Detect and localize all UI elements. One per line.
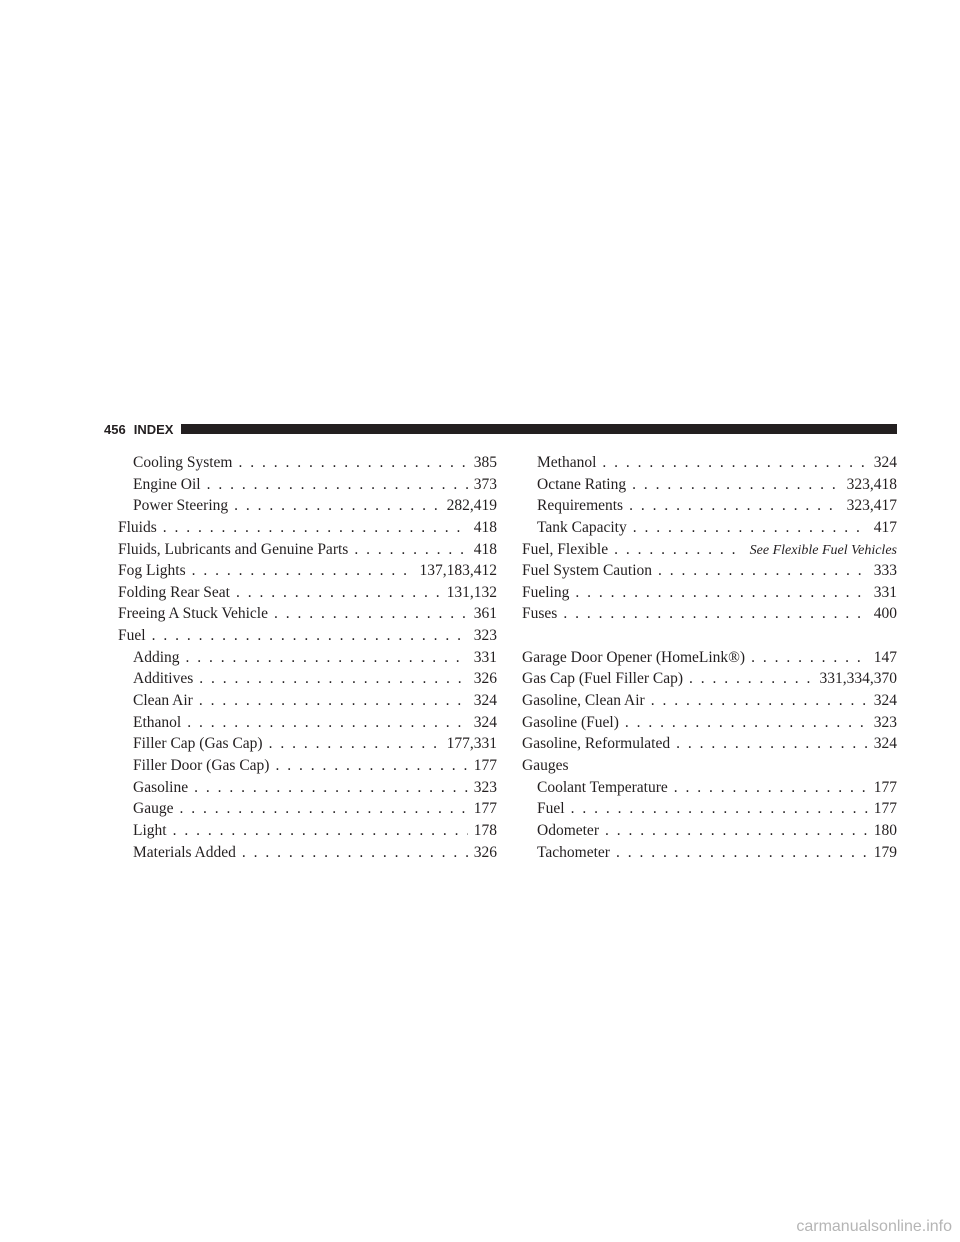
page-reference: 177,331 [446, 735, 497, 753]
dot-leader [605, 820, 868, 842]
index-entry [522, 733, 897, 755]
dot-leader [658, 560, 868, 582]
index-term: Gasoline [133, 778, 189, 796]
page-reference: 177 [473, 800, 497, 818]
header-rule [181, 424, 897, 434]
page-reference: 418 [473, 518, 497, 536]
page-reference: 324 [873, 692, 897, 710]
dot-leader [674, 777, 868, 799]
index-term: Cooling System [133, 454, 233, 471]
index-term: Clean Air [133, 692, 193, 710]
page-reference: 177 [873, 800, 897, 818]
page-reference: 400 [873, 605, 897, 623]
dot-leader [194, 777, 468, 799]
index-entry [118, 560, 497, 582]
dot-leader [676, 733, 868, 755]
index-term: Gasoline, Clean Air [522, 692, 645, 710]
page-reference: 178 [473, 821, 497, 839]
dot-leader [354, 539, 467, 561]
index-term: Fueling [522, 583, 570, 601]
page-reference: 323 [473, 778, 497, 796]
index-subentry [118, 820, 497, 842]
index-term: Light [133, 821, 167, 839]
page-reference: 147 [873, 648, 897, 666]
dot-leader [571, 798, 868, 820]
index-term: Fluids, Lubricants and Genuine Parts [118, 540, 349, 558]
index-subentry [522, 798, 897, 820]
dot-leader [242, 842, 468, 864]
index-term: Gasoline (Fuel) [522, 713, 619, 731]
dot-leader [274, 603, 468, 625]
index-entry [522, 668, 897, 690]
dot-leader [236, 582, 441, 604]
index-term: Additives [133, 670, 194, 688]
index-entry [522, 582, 897, 604]
page-reference: 331 [873, 583, 897, 601]
index-entry [522, 539, 897, 561]
dot-leader [186, 647, 468, 669]
index-subentry [118, 668, 497, 690]
page-reference: 324 [873, 454, 897, 471]
section-title: INDEX [133, 421, 174, 437]
index-subentry [522, 842, 897, 864]
page-reference: 323,417 [846, 497, 897, 515]
page-reference: 324 [473, 692, 497, 710]
index-term: Methanol [537, 454, 597, 471]
dot-leader [199, 668, 467, 690]
page-reference: 331,334,370 [819, 670, 897, 688]
index-term: Fuel [118, 627, 146, 645]
page-reference: 326 [473, 670, 497, 688]
index-term: Gauges [522, 756, 569, 774]
index-entry [118, 539, 497, 561]
dot-leader [625, 712, 868, 734]
dot-leader [173, 820, 468, 842]
page-reference: 177 [873, 778, 897, 796]
page-reference: 361 [473, 605, 497, 623]
index-subentry [522, 474, 897, 496]
dot-leader [575, 582, 867, 604]
index-subentry [522, 820, 897, 842]
watermark: carmanualsonline.info [796, 1218, 952, 1235]
index-term: Filler Door (Gas Cap) [133, 756, 270, 774]
index-column-right [522, 452, 897, 863]
index-term: Engine Oil [133, 475, 201, 493]
index-term: Fuel System Caution [522, 562, 653, 580]
index-entry [522, 647, 897, 669]
dot-leader [614, 539, 744, 561]
index-term: Folding Rear Seat [118, 583, 230, 601]
index-subentry [522, 495, 897, 517]
dot-leader [602, 452, 867, 474]
page-reference: 326 [473, 843, 497, 861]
page-header [104, 418, 897, 440]
page-reference: 418 [473, 540, 497, 558]
index-subentry [118, 777, 497, 799]
index-term: Garage Door Opener (HomeLink®) [522, 648, 746, 666]
dot-leader [633, 517, 868, 539]
dot-leader [651, 690, 868, 712]
page-reference: 324 [473, 713, 497, 731]
index-entry [118, 625, 497, 647]
dot-leader [234, 495, 440, 517]
index-entry [522, 755, 897, 777]
index-subentry [522, 452, 897, 474]
index-term: Fuel [537, 800, 565, 818]
index-entry [522, 712, 897, 734]
dot-leader [238, 452, 467, 474]
index-subentry [118, 755, 497, 777]
index-term: Gasoline, Reformulated [522, 735, 671, 753]
index-term: Requirements [537, 497, 624, 515]
dot-leader [689, 668, 813, 690]
index-term: Fog Lights [118, 562, 186, 580]
page-reference: See Flexible Fuel Vehicles [749, 542, 897, 558]
index-term: Tank Capacity [537, 518, 627, 536]
dot-leader [179, 798, 467, 820]
page-reference: 177 [473, 756, 497, 774]
index-term: Filler Cap (Gas Cap) [133, 735, 263, 753]
dot-leader [632, 474, 841, 496]
index-subentry [522, 517, 897, 539]
dot-leader [629, 495, 841, 517]
page-reference: 282,419 [446, 497, 497, 515]
index-term: Fluids [118, 518, 157, 536]
index-term: Gas Cap (Fuel Filler Cap) [522, 670, 684, 688]
page-reference: 373 [473, 475, 497, 493]
index-column-left [118, 452, 497, 863]
dot-leader [563, 603, 867, 625]
index-subentry [118, 842, 497, 864]
index-subentry [118, 495, 497, 517]
index-term: Octane Rating [537, 475, 627, 493]
dot-leader [207, 474, 468, 496]
page-reference: 323 [873, 713, 897, 731]
index-entry [118, 582, 497, 604]
dot-leader [152, 625, 468, 647]
index-term: Freeing A Stuck Vehicle [118, 605, 268, 623]
index-subentry [118, 452, 497, 474]
index-term: Power Steering [133, 497, 229, 515]
dot-leader [616, 842, 868, 864]
index-term: Ethanol [133, 713, 182, 731]
page-number: 456 [104, 421, 126, 437]
index-entry [522, 690, 897, 712]
index-term: Adding [133, 648, 180, 666]
dot-leader [187, 712, 468, 734]
index-entry [522, 560, 897, 582]
index-term: Tachometer [537, 843, 610, 861]
page-reference: 323,418 [846, 475, 897, 493]
index-subentry [118, 474, 497, 496]
dot-leader [269, 733, 441, 755]
index-entry [118, 603, 497, 625]
index-term: Fuel, Flexible [522, 540, 609, 558]
dot-leader [192, 560, 414, 582]
page-reference: 331 [473, 648, 497, 666]
index-subentry [118, 690, 497, 712]
index-term: Fuses [522, 605, 558, 623]
index-subentry [118, 733, 497, 755]
dot-leader [163, 517, 468, 539]
page-reference: 333 [873, 562, 897, 580]
page-reference: 417 [873, 518, 897, 536]
page-reference: 324 [873, 735, 897, 753]
index-entry [118, 517, 497, 539]
index-term: Odometer [537, 821, 599, 839]
index-spacer [522, 625, 897, 647]
dot-leader [275, 755, 467, 777]
dot-leader [751, 647, 868, 669]
index-term: Materials Added [133, 843, 236, 861]
dot-leader [199, 690, 468, 712]
index-term: Coolant Temperature [537, 778, 668, 796]
index-term: Gauge [133, 800, 174, 818]
page-reference: 323 [473, 627, 497, 645]
index-entry [522, 603, 897, 625]
index-subentry [118, 647, 497, 669]
page-reference: 137,183,412 [419, 562, 497, 580]
page-reference: 385 [473, 454, 497, 471]
index-subentry [118, 712, 497, 734]
index-subentry [118, 798, 497, 820]
page-reference: 180 [873, 821, 897, 839]
page-reference: 131,132 [446, 583, 497, 601]
page-reference: 179 [873, 843, 897, 861]
index-subentry [522, 777, 897, 799]
